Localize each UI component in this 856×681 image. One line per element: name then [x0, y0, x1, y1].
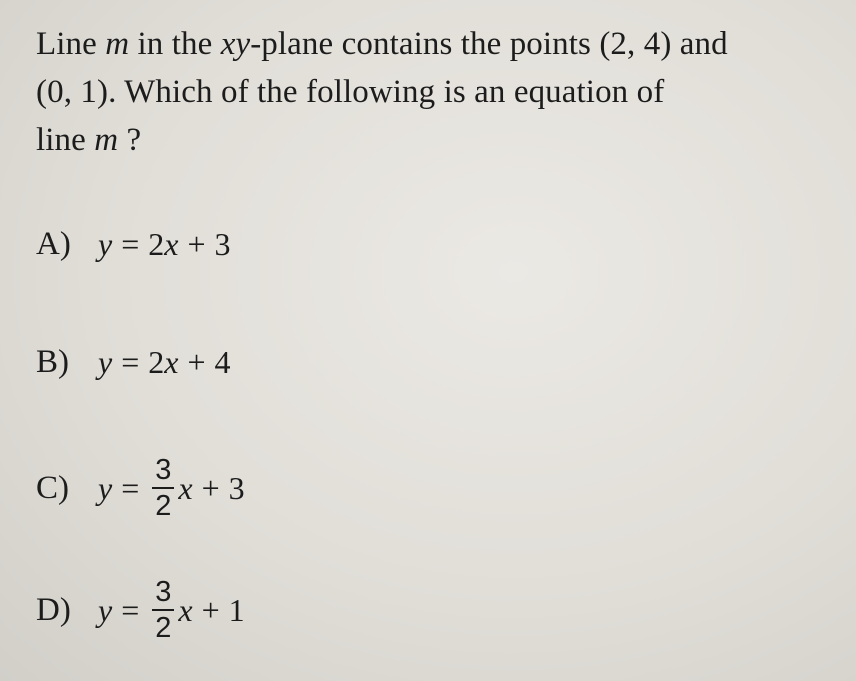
- question-stem: [36, 20, 836, 164]
- equation-equals: =: [121, 591, 140, 628]
- equation-x: x: [164, 225, 179, 262]
- equation-constant: 3: [214, 225, 231, 262]
- equation-constant: 1: [228, 591, 245, 628]
- equation-x: x: [164, 343, 179, 380]
- question-text: ?: [118, 122, 142, 158]
- question-line-3: [36, 116, 836, 164]
- equation-coefficient: 2: [148, 343, 165, 380]
- equation-plus: +: [201, 469, 220, 506]
- equation-y: y: [98, 469, 113, 506]
- choice-letter: C): [36, 469, 69, 506]
- choice-letter: D): [36, 591, 71, 628]
- question-text: Line: [36, 26, 106, 62]
- equation-fraction: [152, 577, 174, 643]
- answer-choice-b[interactable]: [36, 322, 231, 402]
- plane-variable: xy: [220, 26, 251, 62]
- fraction-numerator: 3: [152, 455, 174, 489]
- question-line-2: (0, 1). Which of the following is an equation of: [36, 74, 665, 110]
- line-variable: m: [105, 26, 130, 62]
- fraction-denominator: 2: [155, 612, 172, 644]
- question-line-1: [36, 20, 836, 68]
- equation-constant: 3: [228, 469, 245, 506]
- equation-equals: =: [121, 225, 140, 262]
- equation-y: y: [98, 591, 113, 628]
- fraction-denominator: 2: [155, 490, 172, 522]
- choice-equation: [98, 344, 231, 381]
- equation-equals: =: [121, 343, 140, 380]
- equation-plus: +: [187, 343, 206, 380]
- line-variable: m: [94, 122, 119, 158]
- equation-x: x: [178, 591, 193, 628]
- choice-letter: A): [36, 225, 71, 262]
- answer-choice-c[interactable]: [36, 448, 245, 528]
- choice-equation: [98, 577, 245, 643]
- equation-plus: +: [201, 591, 220, 628]
- equation-equals: =: [121, 469, 140, 506]
- choice-letter: B): [36, 343, 69, 380]
- choice-equation: [98, 455, 245, 521]
- equation-plus: +: [187, 225, 206, 262]
- choice-equation: [98, 226, 231, 263]
- answer-choice-d[interactable]: [36, 570, 245, 650]
- fraction-numerator: 3: [152, 577, 174, 611]
- equation-fraction: [152, 455, 174, 521]
- question-text: line: [36, 122, 95, 158]
- equation-y: y: [98, 343, 113, 380]
- equation-constant: 4: [214, 343, 231, 380]
- equation-x: x: [178, 469, 193, 506]
- answer-choice-a[interactable]: [36, 204, 231, 284]
- question-text: -plane contains the points (2, 4) and: [250, 26, 728, 62]
- question-text: in the: [129, 26, 221, 62]
- equation-coefficient: 2: [148, 225, 165, 262]
- equation-y: y: [98, 225, 113, 262]
